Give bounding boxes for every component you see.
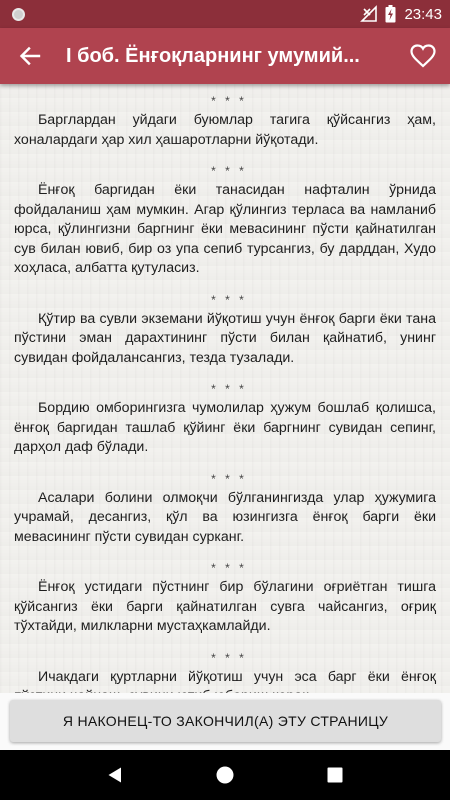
back-button[interactable]: [0, 28, 60, 84]
paragraph: Ёнғоқ устидаги пўстнинг бир бўлагини оғриётган тишга қўйсангиз ёки барги қайнатилган сувга чайсангиз, оғриқ тўхтайди, милкларни мустаҳкамлайди.: [14, 579, 436, 634]
section-separator: * * *: [211, 382, 247, 396]
heart-outline-icon: [410, 44, 436, 68]
recents-square-icon: [327, 767, 343, 783]
status-time: 23:43: [404, 5, 442, 23]
section-separator: * * *: [211, 561, 247, 575]
text-section: [14, 472, 436, 548]
app-bar: [0, 28, 450, 84]
page-title: I боб. Ёнғоқларнинг умумий...: [66, 44, 360, 67]
section-separator: * * *: [211, 292, 247, 307]
notification-dot-icon: [8, 4, 28, 24]
paragraph: Ичакдаги қуртларни йўқотиш учун эса барг ёки ёнғоқ: [38, 668, 436, 685]
nav-home-button[interactable]: [205, 755, 245, 795]
finish-page-button[interactable]: Я НАКОНЕЦ-ТО ЗАКОНЧИЛ(А) ЭТУ СТРАНИЦУ: [10, 700, 441, 742]
text-section: [14, 94, 436, 150]
no-signal-icon: [361, 6, 377, 22]
section-separator: * * *: [211, 164, 247, 178]
page-content[interactable]: [0, 84, 450, 693]
status-right-group: [361, 5, 442, 23]
home-circle-icon: [215, 765, 235, 785]
paragraph: Асалари болини олмоқчи бўлганингизда улар ҳужумига учрамай, десангиз, қўл ва юзингизга ёнғоқ барги ёки мевасининг пўсти сувидан сурканг.: [14, 489, 436, 545]
text-page: [0, 84, 450, 707]
battery-charging-icon: [385, 5, 396, 23]
system-nav-bar: [0, 750, 450, 800]
nav-back-button[interactable]: [95, 755, 135, 795]
text-section: [14, 164, 436, 279]
paragraph: Бордию омборингизга чумолилар ҳужум бошлаб қолишса, ёнғоқ баргидан ташлаб қўйинг ёки баргнинг сувидан сепинг, дарҳол даф бўлади.: [14, 400, 436, 455]
section-separator: * * *: [211, 650, 247, 665]
paragraph: Ёнғоқ баргидан ёки танасидан нафталин ўрнида фойдаланиш ҳам мумкин. Агар қўлингиз терласа ва намланиб юрса, қўлингизни баргнинг ёки мевасининг пўсти қайнатилган сув билан ювиб, бир оз упа сепиб турсангиз, бу дарддан, Худо хоҳласа, албатта қутуласиз.: [14, 182, 436, 276]
text-section: [14, 293, 436, 369]
paragraph: Қўтир ва сувли экземани йўқотиш учун ёнғоқ барги ёки тана пўстини эман дарахтининг пўсти билан қайнатиб, унинг сувидан фойдалансангиз, тезда тузалади.: [14, 310, 436, 366]
favorite-button[interactable]: [396, 28, 450, 84]
footer: [0, 693, 450, 750]
text-section: [14, 561, 436, 637]
status-bar: [0, 0, 450, 28]
nav-recents-button[interactable]: [315, 755, 355, 795]
back-triangle-icon: [107, 766, 123, 784]
section-separator: * * *: [211, 94, 247, 108]
text-section: [14, 382, 436, 458]
paragraph: Барглардан уйдаги буюмлар тагига қўйсангиз ҳам, хоналардаги ҳар хил ҳашаротларни йўқотади.: [14, 112, 436, 148]
section-separator: * * *: [211, 471, 247, 486]
arrow-left-icon: [19, 45, 41, 67]
